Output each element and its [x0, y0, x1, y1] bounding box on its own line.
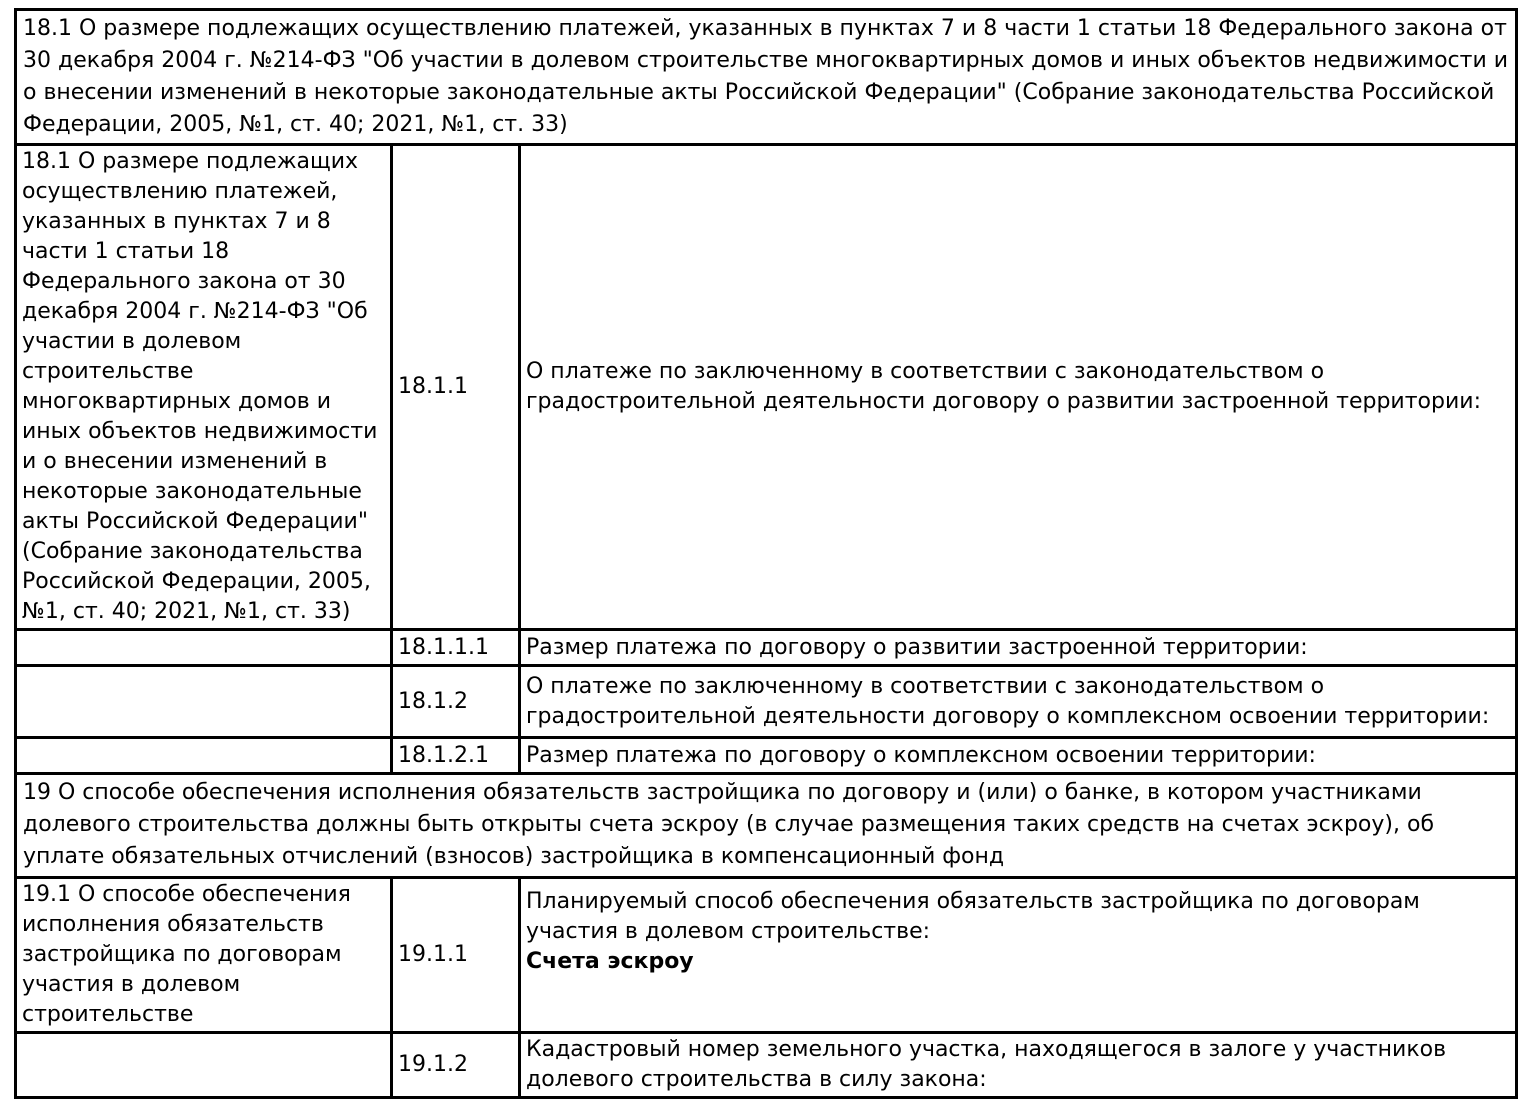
section-19-header-row	[16, 774, 1517, 878]
cell-18-1-2-1-empty	[16, 738, 392, 774]
row-18-1-2	[16, 666, 1517, 738]
cell-18-1-1-num: 18.1.1	[392, 145, 520, 630]
row-18-1-2-1	[16, 738, 1517, 774]
cell-18-1-1-1-text: Размер платежа по договору о развитии застроенной территории:	[520, 630, 1517, 666]
row-18-1-1-1	[16, 630, 1517, 666]
project-declaration-table	[14, 8, 1518, 1099]
cell-18-1-1-1-empty	[16, 630, 392, 666]
cell-18-1-2-num: 18.1.2	[392, 666, 520, 738]
planned-method-answer: Счета эскроу	[526, 949, 694, 974]
cell-18-1-2-text: О платеже по заключенному в соответствии с законодательством о градостроительной деятельности договору о комплексном освоении территории:	[520, 666, 1517, 738]
cell-19-1-label: 19.1 О способе обеспечения исполнения обязательств застройщика по договорам участия в долевом строительстве	[16, 878, 392, 1033]
planned-method-question: Планируемый способ обеспечения обязательств застройщика по договорам участия в долевом строительстве:	[526, 889, 1420, 944]
row-19-1-2	[16, 1033, 1517, 1098]
section-18-1-header-row	[16, 10, 1517, 145]
cell-19-1-2-empty	[16, 1033, 392, 1098]
section-19-header: 19 О способе обеспечения исполнения обязательств застройщика по договору и (или) о банке, в котором участниками долевого строительства должны быть открыты счета эскроу (в случае размещения таких средств на счетах эскроу), об уплате обязательных отчислений (взносов) застройщика в компенсационный фонд	[16, 774, 1517, 878]
cell-18-1-1-text: О платеже по заключенному в соответствии с законодательством о градостроительной деятельности договору о развитии застроенной территории:	[520, 145, 1517, 630]
cell-18-1-2-1-text: Размер платежа по договору о комплексном освоении территории:	[520, 738, 1517, 774]
cell-18-1-1-1-num: 18.1.1.1	[392, 630, 520, 666]
cell-18-1-2-empty	[16, 666, 392, 738]
cell-19-1-1-num: 19.1.1	[392, 878, 520, 1033]
cell-19-1-2-text: Кадастровый номер земельного участка, находящегося в залоге у участников долевого строительства в силу закона:	[520, 1033, 1517, 1098]
row-19-1-1	[16, 878, 1517, 1033]
cell-18-1-label: 18.1 О размере подлежащих осуществлению платежей, указанных в пунктах 7 и 8 части 1 статьи 18 Федерального закона от 30 декабря 2004 г. №214-ФЗ "Об участии в долевом строительстве многоквартирных домов и иных объектов недвижимости и о внесении изменений в некоторые законодательные акты Российской Федерации" (Собрание законодательства Российской Федерации, 2005, №1, ст. 40; 2021, №1, ст. 33)	[16, 145, 392, 630]
cell-19-1-2-num: 19.1.2	[392, 1033, 520, 1098]
row-18-1-1	[16, 145, 1517, 630]
section-18-1-header: 18.1 О размере подлежащих осуществлению платежей, указанных в пунктах 7 и 8 части 1 статьи 18 Федерального закона от 30 декабря 2004 г. №214-ФЗ "Об участии в долевом строительстве многоквартирных домов и иных объектов недвижимости и о внесении изменений в некоторые законодательные акты Российской Федерации" (Собрание законодательства Российской Федерации, 2005, №1, ст. 40; 2021, №1, ст. 33)	[16, 10, 1517, 145]
cell-19-1-1-text	[520, 878, 1517, 1033]
cell-18-1-2-1-num: 18.1.2.1	[392, 738, 520, 774]
